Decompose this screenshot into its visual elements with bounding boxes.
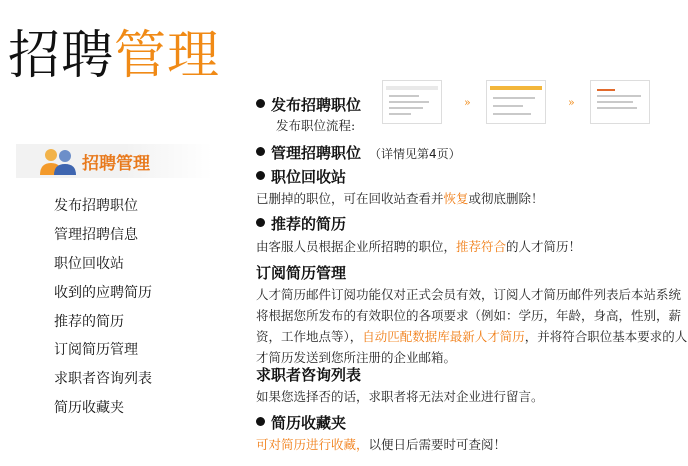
- section-favorites-text: 可对简历进行收藏，以便日后需要时可查阅！: [256, 437, 507, 452]
- sidebar-item-recycle-bin[interactable]: 职位回收站: [54, 255, 124, 272]
- flow-step-3-thumbnail: [590, 80, 650, 124]
- sidebar-item-inquiries[interactable]: 求职者咨询列表: [54, 371, 152, 388]
- users-icon: [38, 146, 78, 176]
- section-recommend-text: 由客服人员根据企业所招聘的职位，推荐符合的人才简历！: [256, 239, 582, 254]
- sidebar-item-manage-jobs[interactable]: 管理招聘信息: [54, 226, 138, 243]
- section-manage-note: （详情见第4页）: [369, 147, 461, 161]
- section-manage-heading: 管理招聘职位 （详情见第4页）: [256, 142, 461, 163]
- sidebar-item-subscription[interactable]: 订阅简历管理: [54, 342, 138, 359]
- bullet-dot-icon: [256, 99, 265, 108]
- section-publish-sub: 发布职位流程:: [276, 118, 356, 133]
- favorites-highlight: 可对简历进行收藏，: [256, 437, 369, 452]
- sidebar-item-received-resumes[interactable]: 收到的应聘简历: [54, 284, 152, 301]
- flow-step-2-thumbnail: [486, 80, 546, 124]
- section-inquiry-text: 如果您选择否的话，求职者将无法对企业进行留言。: [256, 389, 544, 404]
- sidebar-item-favorites[interactable]: 简历收藏夹: [54, 400, 124, 417]
- page-title: [8, 26, 220, 86]
- section-publish-heading: 发布招聘职位: [256, 94, 361, 115]
- section-recycle-heading: 职位回收站: [256, 166, 346, 187]
- bullet-dot-icon: [256, 218, 265, 227]
- page-title-part2: 管理: [114, 26, 221, 86]
- restore-highlight: 恢复: [443, 191, 469, 206]
- section-subscribe-text: 人才简历邮件订阅功能仅对正式会员有效，订阅人才简历邮件列表后本站系统将根据您所发布的有效职位的各项要求（例如：学历，年龄，身高，性别，薪资，工作地点等），自动匹配数据库最新人才简历，并将符合职位基本要求的人才简历发送到您所注册的企业邮箱。: [256, 287, 688, 365]
- section-inquiry-heading: 求职者咨询列表: [256, 366, 362, 384]
- flow-arrow-1: »: [464, 96, 471, 109]
- sidebar-item-publish-job[interactable]: 发布招聘职位: [54, 198, 138, 214]
- sidebar-menu: [54, 192, 152, 423]
- subscribe-highlight: 自动匹配数据库最新人才简历: [362, 329, 525, 344]
- menu-header: [16, 144, 212, 178]
- section-recycle-text: 已删掉的职位，可在回收站查看并恢复或彻底删除！: [256, 191, 544, 206]
- bullet-dot-icon: [256, 147, 265, 156]
- flow-step-1-thumbnail: [382, 80, 442, 124]
- section-subscribe-heading: 订阅简历管理: [256, 264, 347, 282]
- bullet-dot-icon: [256, 171, 265, 180]
- menu-header-label: 招聘管理: [82, 154, 150, 174]
- sidebar-item-recommended-resumes[interactable]: 推荐的简历: [54, 313, 124, 330]
- section-recommend-heading: 推荐的简历: [256, 213, 346, 234]
- page-title-part1: 招聘: [8, 26, 115, 86]
- recommend-highlight: 推荐符合: [456, 239, 507, 254]
- flow-arrow-2: »: [568, 96, 575, 109]
- section-favorites-heading: 简历收藏夹: [256, 412, 346, 433]
- bullet-dot-icon: [256, 417, 265, 426]
